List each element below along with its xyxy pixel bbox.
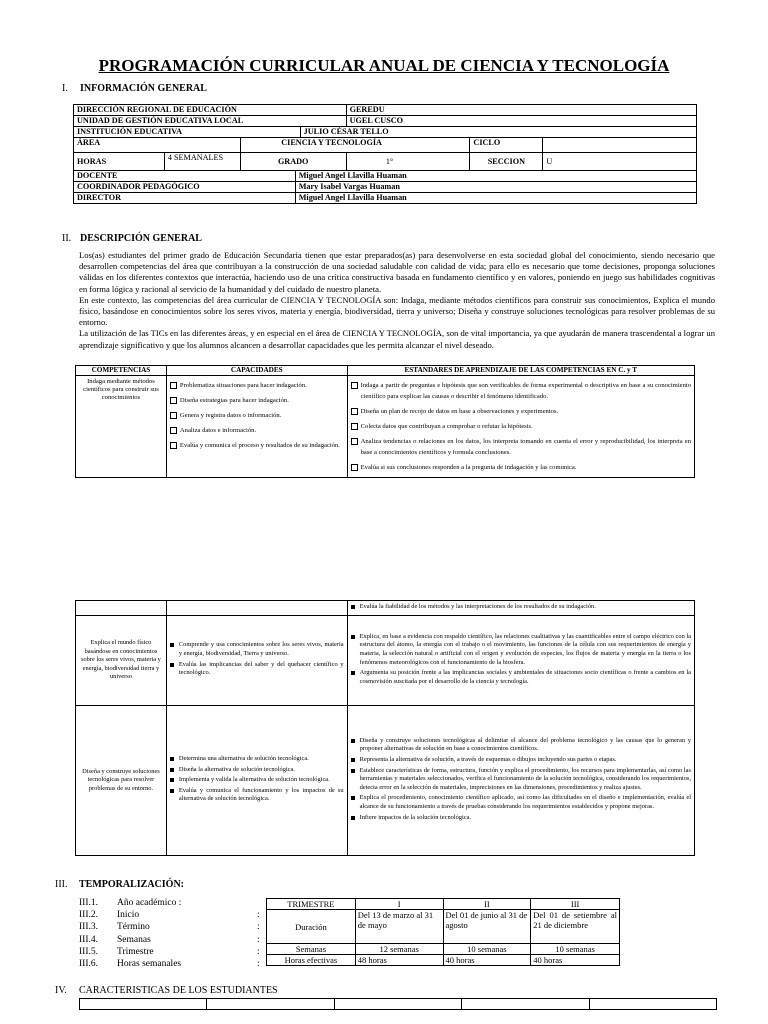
table-row bbox=[74, 193, 697, 204]
coordinador-label: COORDINADOR PEDAGÓGICO bbox=[74, 182, 296, 193]
ie-label: INSTITUCIÓN EDUCATIVA bbox=[74, 127, 301, 138]
table-row bbox=[76, 376, 695, 478]
table-row bbox=[74, 127, 697, 138]
header-trimestre: TRIMESTRE bbox=[267, 899, 356, 910]
header-competencias: COMPETENCIAS bbox=[76, 366, 167, 376]
table-row bbox=[267, 955, 620, 966]
description-paragraph: En este contexto, las competencias del área curricular de CIENCIA Y TECNOLOGÍA son: Indaga, mediante métodos científicos para construir sus conocimientos, Explica el mundo físico, basándose en conocimientos sobre los seres vivos, materia y energía, biodiversidad, tierra y universo; Diseña y construye soluciones tecnológicas para resolver problemas de su entorno. bbox=[79, 294, 715, 328]
list-item: Diseña estrategias para hacer indagación. bbox=[170, 395, 344, 406]
competencies-table-continued bbox=[75, 600, 695, 856]
table-header-row bbox=[267, 899, 620, 910]
estandares-cell bbox=[347, 376, 694, 478]
list-item: Infiere impactos de la solución tecnológica. bbox=[351, 814, 691, 823]
horas-label: HORAS bbox=[74, 153, 165, 171]
dre-label: DIRECCIÓN REGIONAL DE EDUCACIÓN bbox=[74, 105, 347, 116]
section-heading-description: II. DESCRIPCIÓN GENERAL bbox=[62, 233, 202, 244]
trimester-table bbox=[266, 898, 620, 966]
table-row bbox=[74, 171, 697, 182]
list-item: Indaga a partir de preguntas e hipótesis que son verificables de forma experimental o descriptiva en base a su conocimiento científico para explicar las causas o describir el fenómeno identificado. bbox=[351, 380, 691, 402]
table-row bbox=[80, 999, 717, 1010]
competencia-cell: Explica el mundo físico basándose en conocimientos sobre los seres vivos, materia y energía, biodiversidad tierra y universo bbox=[76, 616, 167, 706]
docente-value: Miguel Angel Llavilla Huaman bbox=[295, 171, 696, 182]
grado-label: GRADO bbox=[240, 153, 346, 171]
ie-value: JULIO CÉSAR TELLO bbox=[300, 127, 696, 138]
table-row bbox=[267, 910, 620, 944]
capacidades-cell bbox=[166, 376, 347, 478]
table-header-row bbox=[76, 366, 695, 376]
duracion-label: Duración bbox=[267, 910, 356, 944]
list-item: Analiza datos e información. bbox=[170, 425, 344, 436]
list-item: Evalúa y comunica el proceso y resultados de su indagación. bbox=[170, 440, 344, 451]
list-item: III.3. Término : bbox=[79, 922, 260, 933]
list-item: Evalúa las implicancias del saber y del quehacer científico y tecnológico. bbox=[170, 661, 344, 678]
section-heading-caracteristicas: IV. CARACTERISTICAS DE LOS ESTUDIANTES bbox=[55, 985, 278, 996]
table-row bbox=[74, 116, 697, 127]
list-item: Establece características de forma, estructura, función y explica el procedimiento, los recursos para implementarlas, así como las herramientas y materiales seleccionados, verifica el funcionamiento de la solución tecnológica, considerando los requerimientos, detecta error en la selección de materiales, imprecisiones en las dimensiones, procedimientos y realiza ajustes. bbox=[351, 767, 691, 793]
ugel-label: UNIDAD DE GESTIÓN EDUCATIVA LOCAL bbox=[74, 116, 347, 127]
competencia-cell: Diseña y construye soluciones tecnológicas para resolver problemas de su entorno. bbox=[76, 706, 167, 856]
horas-efectivas-2: 40 horas bbox=[443, 955, 531, 966]
horas-efectivas-3: 40 horas bbox=[531, 955, 620, 966]
duracion-1: Del 13 de marzo al 31 de mayo bbox=[355, 910, 443, 944]
table-row bbox=[74, 153, 697, 171]
description-paragraph: La utilización de las TICs en las diferentes áreas, y en especial en el área de CIENCIA Y TECNOLOGÍA, son de vital importancia, ya que ayudarán de manera trascendental a lograr un aprendizaje significativo y que los alumnos alcancen a desarrollar capacidades que les permita alcanzar el nivel deseado. bbox=[79, 328, 715, 350]
competencia-cell: Indaga mediante métodos científicos para construir sus conocimientos bbox=[76, 376, 167, 478]
director-label: DIRECTOR bbox=[74, 193, 296, 204]
list-item: Explica el procedimiento, conocimiento científico aplicado, así como las dificultades en el diseño e implementación, evalúa el alcance de su funcionamiento a través de pruebas considerando los requerimientos establecidos y propone mejoras. bbox=[351, 794, 691, 811]
horas-value: 4 SEMANALES bbox=[164, 153, 240, 171]
list-item: Diseña un plan de recojo de datos en base a observaciones y experimentos. bbox=[351, 406, 691, 417]
table-row bbox=[74, 182, 697, 193]
horas-efectivas-1: 48 horas bbox=[355, 955, 443, 966]
header-trimestre-3: III bbox=[531, 899, 620, 910]
description-text bbox=[79, 250, 715, 351]
list-item: Evalúa y comunica el funcionamiento y los impactos de su alternativa de solución tecnológica. bbox=[170, 787, 344, 804]
list-item: Explica, en base a evidencia con respaldo científico, las relaciones cualitativas y las cuantificables entre el campo eléctrico con la estructura del átomo, la energía con el trabajo o el movimiento, las funciones de la célula con sus requerimientos de energía y materia, la selección natural o artificial con el origen y evolución de especies, los flujos de materia y energía en la tierra o los fenómenos meteorológicos con el funcionamiento de la biosfera. bbox=[351, 633, 691, 667]
list-item: Analiza tendencias o relaciones en los datos, los interpreta tomando en cuenta el error y reproducibilidad, los interpreta en base a conocimientos científicos y formula conclusiones. bbox=[351, 436, 691, 458]
section-heading-temporalizacion: III. TEMPORALIZACIÓN: bbox=[55, 879, 185, 890]
table-row bbox=[76, 706, 695, 856]
semanas-3: 10 semanas bbox=[531, 944, 620, 955]
table-row bbox=[76, 616, 695, 706]
header-capacidades: CAPACIDADES bbox=[166, 366, 347, 376]
list-item: III.1. Año académico : bbox=[79, 898, 182, 908]
semanas-label: Semanas bbox=[267, 944, 356, 955]
ugel-value: UGEL CUSCO bbox=[346, 116, 696, 127]
list-item: Implementa y valida la alternativa de solución tecnológica. bbox=[170, 776, 344, 785]
list-item: III.5. Trimestre : bbox=[79, 946, 260, 957]
header-trimestre-2: II bbox=[443, 899, 531, 910]
capacidades-cell bbox=[166, 706, 347, 856]
temporalizacion-list bbox=[79, 897, 260, 970]
table-row bbox=[76, 601, 695, 616]
list-item: Evalúa la fiabilidad de los métodos y las interpretaciones de los resultados de su indagación. bbox=[351, 603, 691, 612]
list-item: Problematiza situaciones para hacer indagación. bbox=[170, 380, 344, 391]
list-item: Diseña y construye soluciones tecnológicas al delimitar el alcance del problema tecnológico y las causas que lo generan y proponer alternativas de solución en base a conocimientos científicos. bbox=[351, 737, 691, 754]
area-label: ÁREA bbox=[74, 138, 241, 153]
list-item: Argumenta su posición frente a las implicancias sociales y ambientales de situaciones socio científicas o frente a cambios en la cosmovisión suscitada por el desarrollo de la ciencia y tecnología. bbox=[351, 669, 691, 686]
list-item: III.4. Semanas : bbox=[79, 934, 260, 945]
list-item: Colecta datos que contribuyan a comprobar o refutar la hipótesis. bbox=[351, 421, 691, 432]
director-value: Miguel Angel Llavilla Huaman bbox=[295, 193, 696, 204]
table-row bbox=[74, 138, 697, 153]
coordinador-value: Mary Isabel Vargas Huaman bbox=[295, 182, 696, 193]
duracion-2: Del 01 de junio al 31 de agosto bbox=[443, 910, 531, 944]
list-item: III.6. Horas semanales : bbox=[79, 959, 260, 970]
capacidades-cell bbox=[166, 616, 347, 706]
section-heading-info: I. INFORMACIÓN GENERAL bbox=[62, 83, 207, 94]
dre-value: GEREDU bbox=[346, 105, 696, 116]
semanas-1: 12 semanas bbox=[355, 944, 443, 955]
characteristics-table bbox=[79, 998, 717, 1010]
list-item: III.2. Inicio : bbox=[79, 910, 260, 921]
list-item: Representa la alternativa de solución, a través de esquemas o dibujos incluyendo sus partes o etapas. bbox=[351, 756, 691, 765]
list-item: Evalúa si sus conclusiones responden a la pregunta de indagación y las comunica. bbox=[351, 462, 691, 473]
table-row bbox=[74, 105, 697, 116]
semanas-2: 10 semanas bbox=[443, 944, 531, 955]
seccion-label: SECCION bbox=[470, 153, 543, 171]
list-item: Diseña la alternativa de solución tecnológica. bbox=[170, 766, 344, 775]
table-row bbox=[267, 944, 620, 955]
list-item: Determina una alternativa de solución tecnológica. bbox=[170, 755, 344, 764]
estandares-cell bbox=[347, 706, 694, 856]
seccion-value: U bbox=[543, 153, 697, 171]
grado-value: 1° bbox=[346, 153, 470, 171]
ciclo-value bbox=[543, 138, 697, 153]
header-estandares: ESTANDARES DE APRENDIZAJE DE LAS COMPETENCIAS EN C. y T bbox=[347, 366, 694, 376]
page-title: PROGRAMACIÓN CURRICULAR ANUAL DE CIENCIA Y TECNOLOGÍA bbox=[98, 56, 670, 75]
duracion-3: Del 01 de setiembre al 21 de diciembre bbox=[531, 910, 620, 944]
horas-efectivas-label: Horas efectivas bbox=[267, 955, 356, 966]
competencies-table bbox=[75, 365, 695, 478]
estandares-cell bbox=[347, 616, 694, 706]
docente-label: DOCENTE bbox=[74, 171, 296, 182]
description-paragraph: Los(as) estudiantes del primer grado de Educación Secundaria tienen que estar preparados(as) para desenvolverse en esta sociedad global del conocimiento, siendo necesario que desarrollen competencias del área que contribuyan a la construcción de una sociedad saludable con calidad de vida; para ello es necesario que tome decisiones, proponga soluciones válidas en los diferentes contextos que interactúa, haciendo uso de una crítica constructiva basada en fundamento científico y en valores, poniendo en juego sus habilidades cognitivas en forma lógica y racional al servicio de la humanidad y del cuidado de nuestro planeta. bbox=[79, 250, 715, 294]
general-info-table bbox=[73, 104, 697, 204]
ciclo-label: CICLO bbox=[470, 138, 543, 153]
list-item: Comprende y usa conocimientos sobre los seres vivos, materia y energía, biodiversidad, Tierra y universo. bbox=[170, 641, 344, 658]
list-item: Genera y registra datos o información. bbox=[170, 410, 344, 421]
area-value: CIENCIA Y TECNOLOGÍA bbox=[240, 138, 470, 153]
header-trimestre-1: I bbox=[355, 899, 443, 910]
